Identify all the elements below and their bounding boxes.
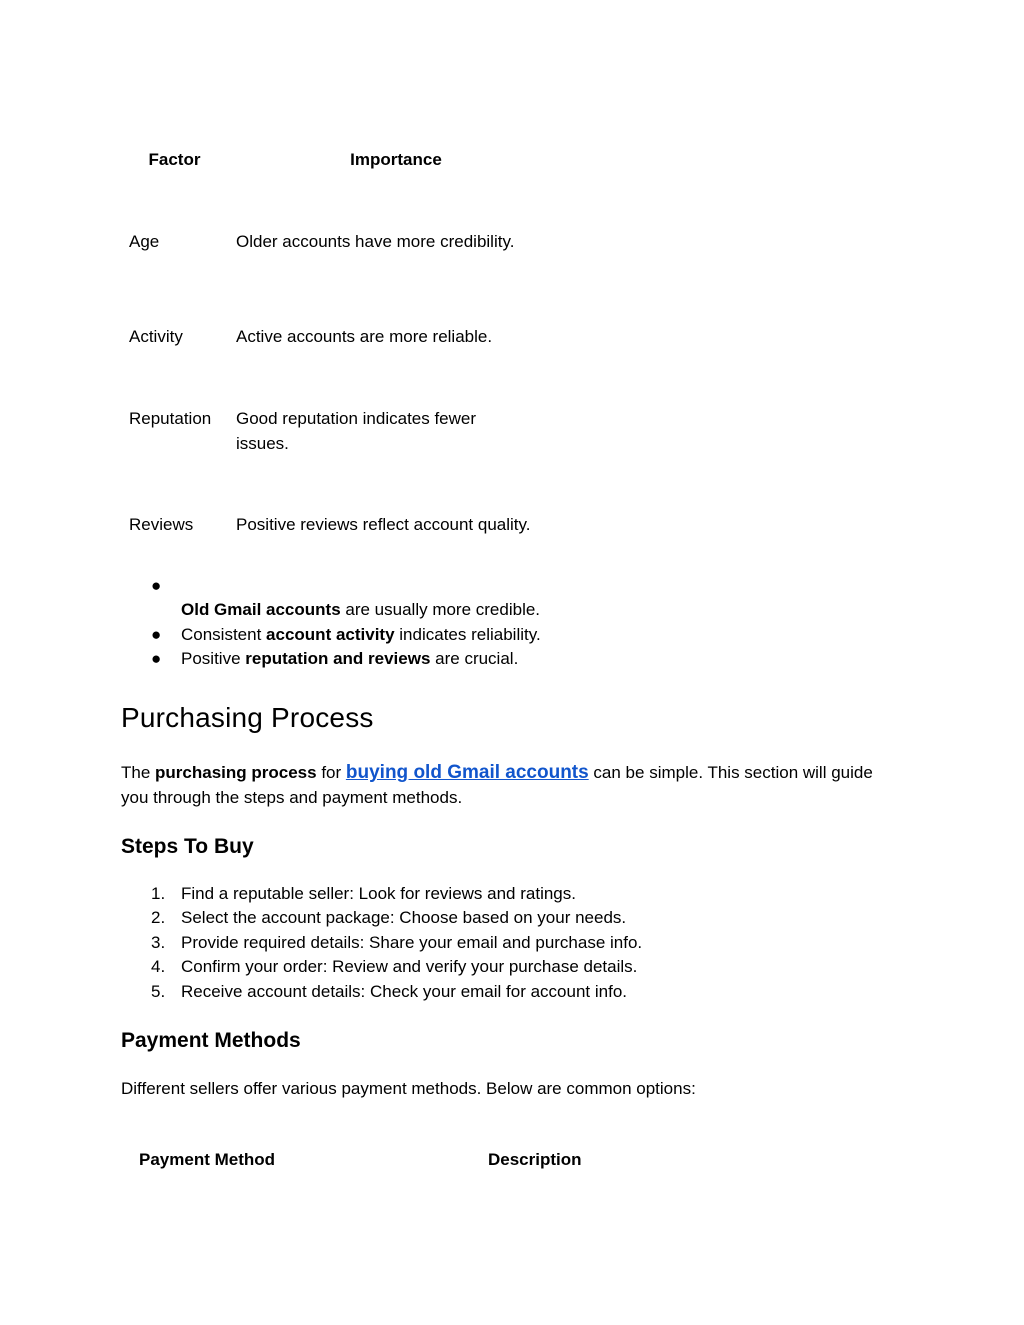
step-number: 3. [151,932,166,952]
step-text: Select the account package: Choose based on your needs. [181,908,627,928]
importance-cell-wrap [228,349,564,456]
bold-text: account activity [266,624,395,644]
bullet-icon: ● [151,624,162,644]
list-item [121,955,642,979]
bullet-text: are usually more credible. [340,600,541,619]
list-item [121,906,642,930]
steps-title: Steps To Buy [121,835,254,858]
bullet-text: indicates reliability. [394,624,541,644]
bold-text: Old Gmail accounts [181,600,341,619]
table-row [121,349,564,456]
list-item [121,882,642,906]
factor-cell: Reputation [129,409,212,428]
importance-cell: Older accounts have more credibility. [236,232,515,251]
table-row [121,456,564,537]
importance-cell: Positive reviews reflect account quality. [236,515,531,534]
factor-table [121,135,564,537]
table-row [121,267,564,349]
importance-cell: Active accounts are more reliable. [236,327,493,346]
step-text: Confirm your order: Review and verify your purchase details. [181,957,638,977]
step-number: 2. [151,908,166,928]
bold-text: reputation and reviews [245,649,431,668]
bullet-list [121,574,541,672]
step-text: Provide required details: Share your email and purchase info. [181,932,643,952]
table-row [121,185,564,267]
step-number: 1. [151,884,166,903]
step-text: Find a reputable seller: Look for reviews and ratings. [181,884,576,903]
intro-text: for [316,763,346,782]
payment-intro: Different sellers offer various payment methods. Below are common options: [121,1079,696,1098]
list-item [121,574,541,623]
step-text: Receive account details: Check your email for account info. [181,981,628,1001]
step-number: 5. [151,981,166,1001]
importance-cell: Good reputation indicates fewer issues. [236,409,477,453]
bold-text: purchasing process [155,763,317,782]
header-factor: Factor [148,150,201,169]
payment-methods-title: Payment Methods [121,1029,301,1052]
buying-old-gmail-link[interactable]: buying old Gmail accounts [345,762,589,783]
list-item [121,623,541,648]
intro-text: can be simple. This section will guide you through the steps and payment methods. [121,763,873,807]
factor-cell: Age [129,232,160,251]
list-item [121,931,642,955]
intro-paragraph [121,760,901,810]
bullet-icon: ● [151,576,162,595]
bullet-text: Positive [181,649,246,668]
steps-list [121,882,642,1004]
bullet-text: are crucial. [430,649,519,668]
header-payment-method: Payment Method [139,1150,276,1169]
factor-cell: Activity [129,327,183,346]
table-header-row [121,135,564,185]
header-description: Description [488,1150,582,1169]
list-item [121,980,642,1004]
factor-cell: Reviews [129,515,194,534]
bullet-text: Consistent [181,624,267,644]
step-number: 4. [151,957,166,977]
intro-text: The [121,763,156,782]
list-item [121,647,541,672]
section-title: Purchasing Process [121,702,374,733]
bullet-icon: ● [151,649,162,668]
header-importance: Importance [350,150,442,169]
